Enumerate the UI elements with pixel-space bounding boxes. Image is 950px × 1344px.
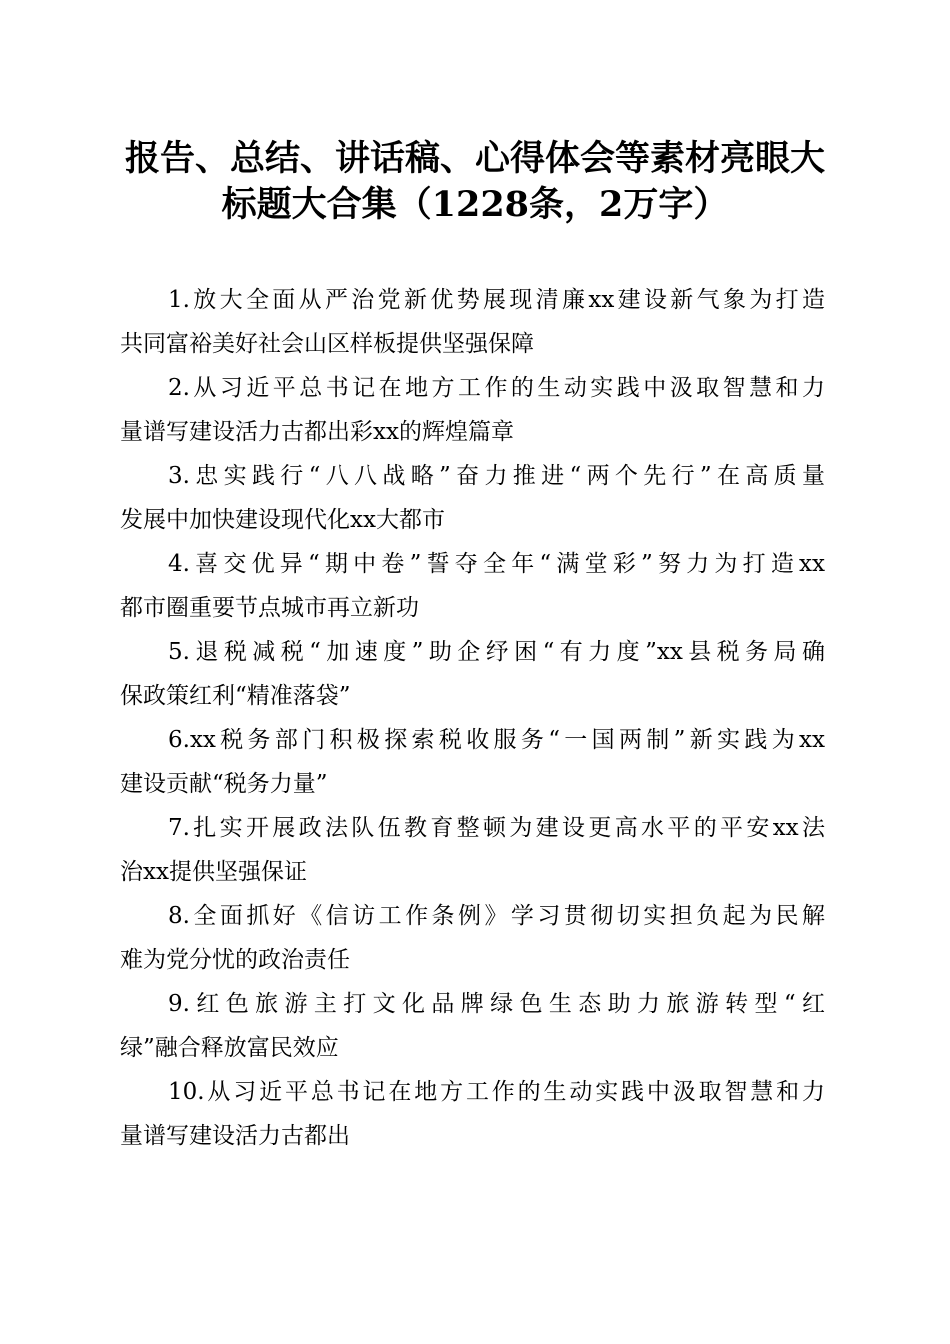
list-item: [120, 806, 825, 894]
list-item-line: 量谱写建设活力古都出: [120, 1123, 350, 1149]
list-item-line: 2.从习近平总书记在地方工作的生动实践中汲取智慧和力: [168, 375, 825, 401]
list-item-line: 10.从习近平总书记在地方工作的生动实践中汲取智慧和力: [168, 1079, 825, 1105]
list-item-line: 1.放大全面从严治党新优势展现清廉xx建设新气象为打造: [168, 287, 825, 313]
list-item: [120, 366, 825, 454]
document-body: [120, 278, 825, 1158]
list-item-line: 4.喜交优异“期中卷”誓夺全年“满堂彩”努力为打造xx: [168, 551, 825, 577]
list-item: [120, 454, 825, 542]
list-item-line: 绿”融合释放富民效应: [120, 1035, 339, 1061]
list-item: [120, 630, 825, 718]
list-item: [120, 1070, 825, 1158]
title-line-2: 标题大合集（1228条，2万字）: [221, 184, 729, 225]
list-item-line: 发展中加快建设现代化xx大都市: [120, 507, 445, 533]
list-item-line: 6.xx税务部门积极探索税收服务“一国两制”新实践为xx: [168, 727, 825, 753]
list-item: [120, 982, 825, 1070]
list-item-line: 3.忠实践行“八八战略”奋力推进“两个先行”在高质量: [168, 463, 825, 489]
list-item: [120, 894, 825, 982]
list-item: [120, 278, 825, 366]
list-item-line: 治xx提供坚强保证: [120, 859, 307, 885]
list-item: [120, 718, 825, 806]
list-item-line: 保政策红利“精准落袋”: [120, 683, 351, 709]
list-item: [120, 542, 825, 630]
list-item-line: 都市圈重要节点城市再立新功: [120, 595, 419, 621]
list-item-line: 8.全面抓好《信访工作条例》学习贯彻切实担负起为民解: [168, 903, 825, 929]
title-line-1: 报告、总结、讲话稿、心得体会等素材亮眼大: [124, 138, 825, 179]
list-item-line: 9.红色旅游主打文化品牌绿色生态助力旅游转型“红: [168, 991, 825, 1017]
list-item-line: 共同富裕美好社会山区样板提供坚强保障: [120, 331, 534, 357]
list-item-line: 建设贡献“税务力量”: [120, 771, 328, 797]
list-item-line: 5.退税减税“加速度”助企纾困“有力度”xx县税务局确: [168, 639, 825, 665]
list-item-line: 量谱写建设活力古都出彩xx的辉煌篇章: [120, 419, 514, 445]
list-item-line: 难为党分忧的政治责任: [120, 947, 350, 973]
list-item-line: 7.扎实开展政法队伍教育整顿为建设更高水平的平安xx法: [168, 815, 825, 841]
document-title: [100, 136, 850, 228]
